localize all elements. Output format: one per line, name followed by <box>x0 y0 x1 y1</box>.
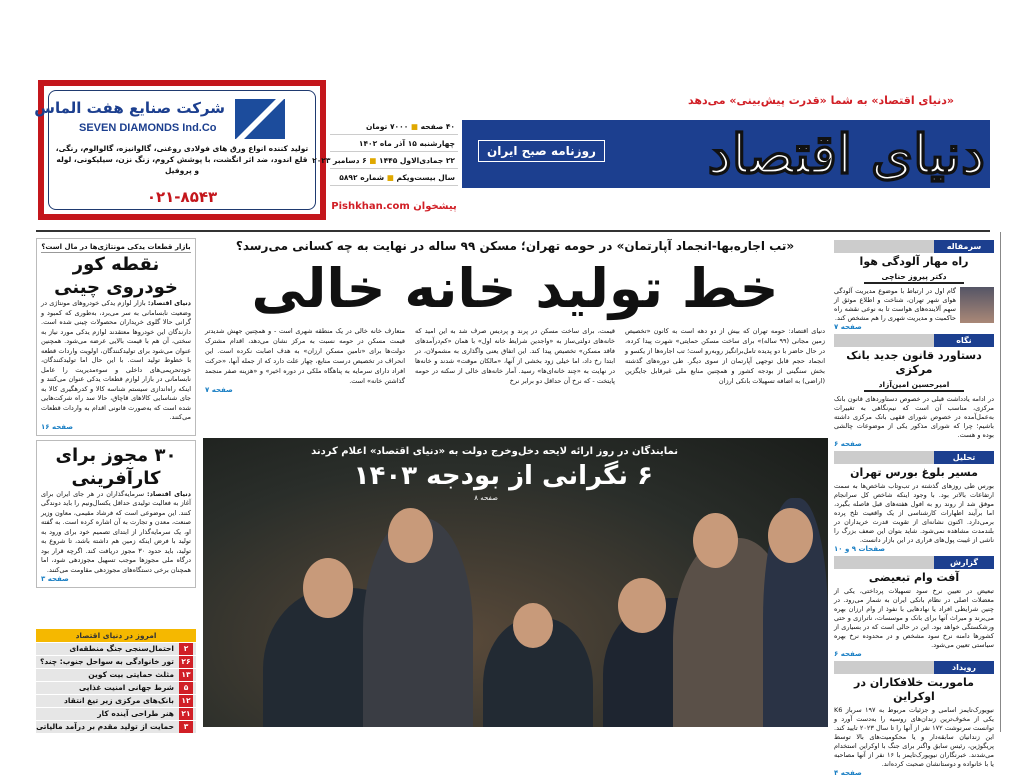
section-body: نیویورک‌تایمز اسامی و جزئیات مربوط به ۱۹۷ سرباز K6 یکی از مخوف‌ترین زندان‌های روسیه را به‌دست آورد و توانست سرنوشت ۱۷۲ نفر از آنها را تا سال ۲۰۲۳ تایید کند. این زندانیان سابقه‌دار و یا محکومیت‌های بالا توسط پریگوژین، رئیس سابق واگنر برای جنگ با اوکراین استخدام می‌شدند. خبرنگاران نیویورک‌تایمز با ۱۶ نفر از آنها مصاحبه یا با خانواده و دوستانشان صحبت کرده‌اند. <box>834 706 994 768</box>
author-photo <box>960 287 994 323</box>
section-title[interactable]: مسیر بلوغ بورس تهران <box>850 466 978 479</box>
page-ref[interactable]: صفحه ۶ <box>834 440 862 448</box>
left-column <box>36 238 196 733</box>
story-title[interactable]: ۳۰ مجوز برای کارآفرینی <box>55 444 177 489</box>
page-number-badge: ۳ <box>179 721 193 733</box>
issue-number: شماره ۵۸۹۲ <box>339 173 385 182</box>
right-section <box>834 556 994 659</box>
page-ref[interactable]: صفحه ۱۶ <box>41 422 74 431</box>
right-column <box>834 238 994 778</box>
page-number-badge: ۱۳ <box>179 669 193 681</box>
advertisement[interactable] <box>34 80 326 220</box>
masthead-logo: دنیای اقتصاد <box>707 122 985 186</box>
seven-diamonds-logo-icon <box>235 99 285 139</box>
today-item-label: هنر طراحی آینده کار <box>97 709 174 718</box>
section-header <box>834 334 994 347</box>
section-label: نگاه <box>934 334 994 347</box>
today-item[interactable] <box>36 721 196 733</box>
date-gregorian: ۶ دسامبر ۲۰۲۳ <box>312 156 367 165</box>
ad-company: شرکت صنایع هفت الماس <box>34 99 225 117</box>
section-label: رویداد <box>934 661 994 674</box>
today-item[interactable] <box>36 682 196 694</box>
right-section <box>834 240 994 332</box>
year: سال بیست‌ویکم <box>396 173 455 182</box>
today-item-label: مثلث حمایتی بیت کوین <box>88 670 174 679</box>
section-body: بورس طی روزهای گذشته در تب‌وتاب شاخص‌ها به سمت ارتفاعات بالاتر بود. با وجود اینکه شاخص کل سرانجام موفق شد از روند رو به افول هفته‌های قبل فاصله بگیرد، اما برآیند اظهارات کارشناسی از یک واقعیت تلخ پرده برمی‌دارد. اکنون نشانه‌ای از تقویت قدرت خریداران در بلندمدت مشاهده نمی‌شود. شاید بتوان این ضعف بزرگ را ناشی از غیبت پول‌های فراری در این بازار دانست. <box>834 482 994 544</box>
story-kicker: بازار قطعات یدکی مونتاژی‌ها در مال است؟ <box>41 243 191 251</box>
lead-column: دنیای اقتصاد: حومه تهران که بیش از دو دهه است به کانون «تخصیص زمین مجانی (۹۹ ساله)» برای ساخت مسکن حمایتی» شهرت پیدا کرده، در حال حاضر با دو پدیده تامل‌برانگیز روبه‌رو است؛ تب اجاره‌ها از یکسو و انجماد حجم قابل توجهی آپارتمان از سوی دیگر. طی دوره‌های گذشته بخش سنگینی از بودجه کشور و همچنین منابع ملی غیرقابل جایگزین (اراضی) به اضافه تسهیلات بانکی ارزان <box>625 327 825 385</box>
right-section <box>834 334 994 449</box>
watermark: پیشخوان Pishkhan.com <box>331 201 457 212</box>
lead-column-text: متعارف خانه خالی در یک منطقه شهری است - و همچنین جهش شدیدتر قیمت مسکن در حومه نسبت به مرکز نشان می‌دهد، اقدام مشترک دولت‌ها برای «تامین مسکن ارزان» به هدف اصابت نکرده است. این انحراف در تخصیص درست منابع، چهار علت دارد که از جمله آنها، «حرکت افراد دارای سرمایه به پناهگاه ملکی در دوره اخیر» و «هزینه صفر منجمد گذاشتن خانه» است. <box>205 327 405 385</box>
ad-company-en: SEVEN DIAMONDS Ind.Co <box>79 122 217 134</box>
section-title[interactable]: ماموریت خلافکاران در اوکراین <box>854 676 974 703</box>
column-divider <box>1000 232 1001 732</box>
section-body: تبعیض در تعیین نرخ سود تسهیلات پرداختی، یکی از معضلات اصلی در نظام بانکی ایران به شمار می‌رود. در چنین شرایطی افراد یا نهادهایی با نفوذ از وام ارزان بهره می‌برند و میراث آنها برای بانک و موسسات، ناترازی و حتی ورشکستگی خواهد بود. این در حالی است که در بسیاری از کشورها دامنه نرخ سود مشخص و در محدوده نرخ بهره سیاستی تعیین می‌شود. <box>834 587 994 649</box>
today-item-label: شرط جهانی امنیت غذایی <box>79 683 174 692</box>
lead-kicker: «تب اجاره‌بها-انجماد آپارتمان» در حومه تهران؛ مسکن ۹۹ ساله در نهایت به چه کسانی می‌رسد؟ <box>235 239 795 253</box>
page-number-badge: ۵ <box>179 682 193 694</box>
lead-body <box>205 326 825 395</box>
right-section <box>834 661 994 778</box>
section-title[interactable]: راه مهار آلودگی هوا <box>859 255 969 268</box>
lead-column <box>205 326 405 395</box>
page-ref[interactable]: صفحات ۹ و ۱۰ <box>834 545 886 553</box>
section-header <box>834 451 994 464</box>
price: ۷۰۰۰ تومان <box>365 122 409 131</box>
photo-page-ref[interactable]: صفحه ۸ <box>474 494 498 502</box>
section-label: گزارش <box>934 556 994 569</box>
page-ref[interactable]: صفحه ۴ <box>834 769 862 777</box>
right-section <box>834 451 994 554</box>
section-body: گام اول در ارتباط با موضوع مدیریت آلودگی هوای شهر تهران، شناخت و اطلاع موثق از سهم آلاینده‌های هواست تا به نوعی نقشه راه حاکمیت و مدیریت شهری را هم مشخص کند. <box>834 287 956 322</box>
today-item[interactable] <box>36 656 196 668</box>
masthead-tagline: «دنیای اقتصاد» به شما «قدرت پیش‌بینی» می‌دهد <box>688 94 954 107</box>
section-author: دکتر پیروز حناچی <box>864 271 964 284</box>
date-persian: چهارشنبه ۱۵ آذر ماه ۱۴۰۲ <box>330 135 458 152</box>
section-label: تحلیل <box>934 451 994 464</box>
story-lead: دنیای اقتصاد: <box>147 299 191 307</box>
today-item[interactable] <box>36 669 196 681</box>
today-item-label: حمایت از تولید مقدم بر درآمد مالیاتی <box>36 722 174 731</box>
today-item-label: بانک‌های مرکزی زیر تیغ انتقاد <box>64 696 174 705</box>
story-lead: دنیای اقتصاد: <box>147 489 191 498</box>
today-item[interactable] <box>36 708 196 720</box>
story-body: سرمایه‌گذاران در هر جای ایران برای آغاز به فعالیت تولیدی حداقل یکسال‌ونیم را باید دوندگی کنند. این موضوعی است که فرشاد مقیمی، معاون وزیر صنعت، معدن و تجارت به آن اشاره کرده است. به گفته او، یک سرمایه‌گذار از ابتدای تصمیم خود برای ورود به تولید با فرض اینکه زمین هم داشته باشد، تا شروع به تولید، باید حدود ۳۰ مجوز دریافت کند. اگرچه قرار بود درگاه ملی مجوزها موجب تسهیل مجوزدهی شود، اما همچنان برخی دستگاه‌های مجوزدهی مقاومت می‌کنند. <box>41 489 191 574</box>
photo-caption-kicker: نمایندگان در روز ارائه لایحه دخل‌وخرج دولت به «دنیای اقتصاد» اعلام کردند <box>311 446 678 457</box>
section-header <box>834 661 994 674</box>
ad-frame <box>34 90 316 210</box>
date-hijri: ۲۲ جمادی‌الاول ۱۴۴۵ <box>379 156 455 165</box>
lead-column: قیمت، برای ساخت مسکن در پرند و پردیس صرف شد به این امید که خانه‌های دولتی‌ساز به «واجدین شرایط خانه اول» با همان «کم‌درآمدهای فاقد مسکن» تخصیص پیدا کند. این اتفاق یعنی واگذاری به مشمولان، در ابتدا رخ داد، اما خیلی زود بخشی از آنها، «مالکان موقت» شدند و خانه‌ها در نهایت به «چند خانه‌ای‌ها» رسید. آمار خانه‌های خالی از سکنه در حومه پایتخت - که نرخ آن حداقل دو برابر نرخ <box>415 327 615 385</box>
header-divider <box>36 230 990 232</box>
today-item[interactable] <box>36 695 196 707</box>
issue-info: ۴۰ صفحه ■ ۷۰۰۰ تومان چهارشنبه ۱۵ آذر ماه ۱۴۰۲ ۲۲ جمادی‌الاول ۱۴۴۵ ■ ۶ دسامبر ۲۰۲۳ سال بیست‌ویکم ■ شماره ۵۸۹۲ <box>330 118 458 186</box>
lead-headline[interactable]: خط تولید خانه خالی <box>251 257 779 320</box>
lead-photo[interactable] <box>203 438 828 727</box>
section-body: در ادامه یادداشت قبلی در خصوص دستاوردهای قانون بانک مرکزی، مناسب آن است که نیم‌نگاهی به تغییرات به‌عمل‌آمده در خصوص شورای فقهی بانک مرکزی داشته باشیم؛ چرا که شورای مذکور یکی از موضوعات چالشی بوده و هست. <box>834 395 994 439</box>
section-header <box>834 240 994 253</box>
story-body: بازار لوازم یدکی خودروهای مونتاژی در وضعیت نابسامانی به سر می‌برد، به‌طوری که کمبود و گرانی حالا گلوی خریداران محصولات چینی شده است. دارندگان این خودروها معتقدند لوازم یدکی مورد نیاز به سختی، آن هم با قیمت بالایی عرضه می‌شود. همچنین عنوان می‌شود برای تولیدکنندگان، اولویت واردات قطعه با خطوط تولید است. با این حال اما تولیدکنندگان، خودتحریمی‌های داخلی و سوءمدیریت را عامل نابسامانی در بازار لوازم قطعات یدکی عنوان می‌کنند و اینکه راه‌اندازی سیستم شناسه کالا و کدرهگیری کالا به جای شناسایی کالاهای قاچاق، حالا سد راه شرکت‌هایی شده است که به‌صورت قانونی اقدام به واردات قطعات می‌کنند. <box>41 299 191 421</box>
page-ref[interactable]: صفحه ۶ <box>834 650 862 658</box>
today-item[interactable] <box>36 643 196 655</box>
page-number-badge: ۲ <box>179 643 193 655</box>
section-label: سرمقاله <box>934 240 994 253</box>
page-number-badge: ۲۶ <box>179 656 193 668</box>
page-count: ۴۰ صفحه <box>420 122 455 131</box>
left-story-chinese-cars <box>36 238 196 436</box>
today-title: امروز در دنیای اقتصاد <box>36 629 196 642</box>
today-item-label: تور خانوادگی به سواحل جنوب: چند؟ <box>40 657 174 666</box>
today-index <box>36 629 196 733</box>
today-item-label: احتمال‌سنجی جنگ منطقه‌ای <box>69 644 174 653</box>
story-title[interactable]: نقطه کور خودروی چینی <box>54 254 178 298</box>
section-title[interactable]: آفت وام تبعیضی <box>868 571 960 584</box>
section-title[interactable]: دستاورد قانون جدید بانک مرکزی <box>846 349 982 376</box>
page-number-badge: ۱۲ <box>179 695 193 707</box>
masthead-subtitle: روزنامه صبح ایران <box>478 140 605 162</box>
ad-description: تولید کننده انواع ورق های فولادی روغنی، گالوانیزه، گالوالوم، رنگی، قلع اندود، ضد اثر انگشت، با پوشش کروم، زنگ نزن، سیلیکونی، لوله و پروفیل <box>55 144 309 175</box>
page-ref[interactable]: صفحه ۷ <box>834 323 862 331</box>
page-ref[interactable]: صفحه ۳ <box>41 575 69 583</box>
ad-phone: ۰۲۱-۸۵۴۳ <box>146 188 218 206</box>
left-story-permits <box>36 440 196 589</box>
section-author: امیرحسین امین‌آزاد <box>864 379 964 392</box>
page-ref[interactable]: صفحه ۷ <box>205 386 233 394</box>
page-number-badge: ۲۱ <box>179 708 193 720</box>
photo-caption-title[interactable]: ۶ نگرانی از بودجه ۱۴۰۳ <box>353 461 653 491</box>
section-header <box>834 556 994 569</box>
